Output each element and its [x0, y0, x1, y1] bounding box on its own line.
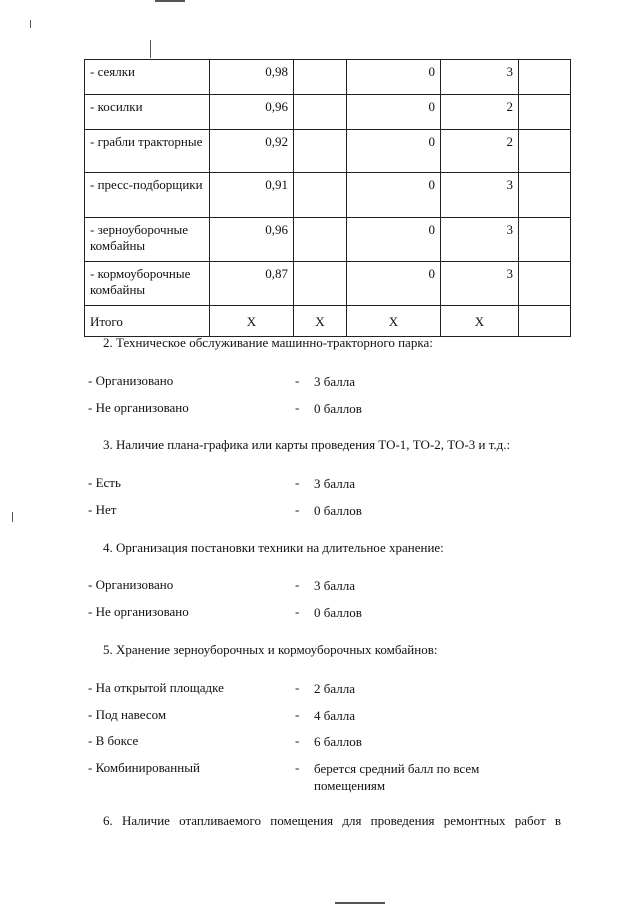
item-label: - Не организовано	[88, 604, 189, 619]
item-label: - Комбинированный	[88, 760, 200, 775]
item-dash: -	[295, 604, 300, 619]
list-item	[88, 680, 568, 700]
machine-name: - косилки	[85, 95, 210, 130]
cell: 0	[347, 60, 441, 95]
scan-mark	[155, 0, 185, 2]
item-value: 0 баллов	[314, 605, 362, 620]
item-dash: -	[295, 502, 300, 517]
cell: 3	[441, 262, 519, 306]
coefficient: 0,98	[210, 60, 294, 95]
item-dash: -	[295, 373, 300, 388]
cell	[294, 95, 347, 130]
item-dash: -	[295, 707, 300, 722]
item-label: - Организовано	[88, 577, 174, 592]
scan-mark	[30, 20, 31, 28]
cell	[294, 130, 347, 173]
cell	[519, 60, 571, 95]
item-dash: -	[295, 680, 300, 695]
section-heading: 2. Техническое обслуживание машинно-тракторного парка:	[103, 335, 433, 350]
cell: Х	[347, 306, 441, 337]
cell: Х	[294, 306, 347, 337]
cell	[294, 173, 347, 218]
item-value: 2 балла	[314, 681, 355, 696]
coefficient: 0,91	[210, 173, 294, 218]
table-row	[85, 218, 571, 262]
item-value: 6 баллов	[314, 734, 362, 749]
section-heading: 3. Наличие плана-графика или карты проведения ТО-1, ТО-2, ТО-3 и т.д.:	[103, 437, 511, 452]
list-item	[88, 373, 568, 393]
table-row	[85, 130, 571, 173]
section-heading: 6. Наличие отапливаемого помещения для проведения ремонтных работ в	[103, 813, 561, 828]
item-label: - Не организовано	[88, 400, 189, 415]
list-item	[88, 733, 568, 753]
total-label: Итого	[85, 306, 210, 337]
list-item	[88, 475, 568, 495]
cell	[519, 130, 571, 173]
table-row	[85, 60, 571, 95]
table-row	[85, 173, 571, 218]
item-label: - Организовано	[88, 373, 174, 388]
item-dash: -	[295, 475, 300, 490]
cell	[519, 95, 571, 130]
cell: 0	[347, 95, 441, 130]
cell	[294, 262, 347, 306]
item-dash: -	[295, 760, 300, 775]
item-value: 4 балла	[314, 708, 355, 723]
machinery-score-table	[84, 59, 571, 337]
item-value: 3 балла	[314, 374, 355, 389]
machine-name: - грабли тракторные	[85, 130, 210, 173]
machine-name: - кормоуборочные комбайны	[85, 262, 210, 306]
machine-name: - зерноуборочные комбайны	[85, 218, 210, 262]
cell: 3	[441, 60, 519, 95]
cell	[519, 173, 571, 218]
section-heading: 5. Хранение зерноуборочных и кормоуборочных комбайнов:	[103, 642, 438, 657]
cell: 0	[347, 218, 441, 262]
table-row	[85, 262, 571, 306]
coefficient: 0,87	[210, 262, 294, 306]
item-value: 0 баллов	[314, 401, 362, 416]
cell	[519, 262, 571, 306]
list-item	[88, 707, 568, 727]
section-heading: 4. Организация постановки техники на длительное хранение:	[103, 540, 444, 555]
item-dash: -	[295, 400, 300, 415]
cell	[294, 60, 347, 95]
coefficient: 0,96	[210, 95, 294, 130]
item-value: 3 балла	[314, 476, 355, 491]
item-label: - Есть	[88, 475, 121, 490]
item-label: - В боксе	[88, 733, 139, 748]
cell: 2	[441, 95, 519, 130]
item-value: берется средний балл по всем помещениям	[314, 761, 480, 793]
cell: 0	[347, 262, 441, 306]
cell: 0	[347, 173, 441, 218]
cell: Х	[210, 306, 294, 337]
list-item	[88, 760, 568, 796]
item-dash: -	[295, 733, 300, 748]
list-item	[88, 400, 568, 420]
cell: 3	[441, 218, 519, 262]
item-value: 0 баллов	[314, 503, 362, 518]
table-row	[85, 95, 571, 130]
scan-mark	[150, 40, 151, 58]
list-item	[88, 577, 568, 597]
cell	[294, 218, 347, 262]
scan-mark	[12, 512, 13, 522]
coefficient: 0,92	[210, 130, 294, 173]
item-label: - Под навесом	[88, 707, 167, 722]
cell: 2	[441, 130, 519, 173]
item-value: 3 балла	[314, 578, 355, 593]
item-label: - На открытой площадке	[88, 680, 224, 695]
coefficient: 0,96	[210, 218, 294, 262]
item-dash: -	[295, 577, 300, 592]
cell: 0	[347, 130, 441, 173]
machine-name: - сеялки	[85, 60, 210, 95]
cell: Х	[441, 306, 519, 337]
cell	[519, 218, 571, 262]
list-item	[88, 502, 568, 522]
cell: 3	[441, 173, 519, 218]
list-item	[88, 604, 568, 624]
machine-name: - пресс-подборщики	[85, 173, 210, 218]
table-total-row	[85, 306, 571, 337]
cell	[519, 306, 571, 337]
item-label: - Нет	[88, 502, 117, 517]
